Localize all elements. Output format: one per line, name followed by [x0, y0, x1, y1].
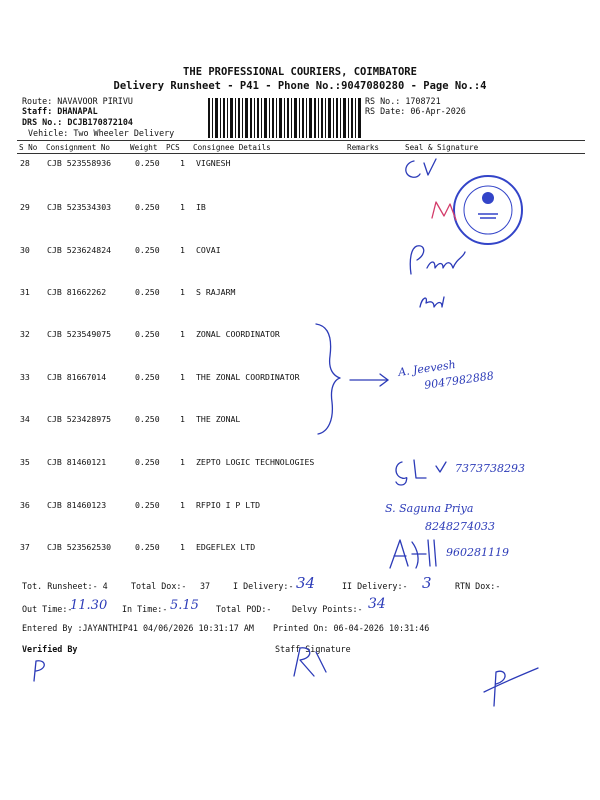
row-sno: 31: [20, 287, 30, 297]
total-dox-value: 37: [200, 581, 211, 591]
runsheet-subtitle: Delivery Runsheet - P41 - Phone No.:9047080280 - Page No.:4: [113, 80, 487, 92]
row-consignment: CJB 523534303: [47, 202, 112, 212]
printed-on: Printed On: 06-04-2026 10:31:46: [273, 623, 430, 633]
row-pcs: 1: [180, 542, 185, 552]
row-consignment: CJB 523624824: [47, 245, 112, 255]
row-sno: 37: [20, 542, 30, 552]
row-pcs: 1: [180, 245, 185, 255]
row-weight: 0.250: [135, 457, 160, 467]
staff-signature: [288, 642, 338, 682]
col-remarks: Remarks: [347, 143, 380, 152]
i-delivery-label: I Delivery:-: [233, 581, 294, 591]
vehicle: Vehicle: Two Wheeler Delivery: [28, 128, 175, 138]
row-pcs: 1: [180, 372, 185, 382]
signature-row-33-phone: 9047982888: [423, 369, 495, 392]
entered-by: Entered By :JAYANTHIP41 04/06/2026 10:31:17 AM: [22, 623, 254, 633]
signature-row-37-phone: 960281119: [446, 546, 509, 559]
row-pcs: 1: [180, 287, 185, 297]
row-weight: 0.250: [135, 158, 160, 168]
col-consignee: Consignee Details: [193, 143, 271, 152]
staff-signature-label: Staff Signature: [275, 644, 351, 654]
row-consignment: CJB 523428975: [47, 414, 112, 424]
row-consignee: THE ZONAL: [196, 414, 241, 424]
row-consignee: IB: [196, 202, 206, 212]
staff: Staff: DHANAPAL: [22, 106, 98, 116]
row-weight: 0.250: [135, 414, 160, 424]
route: Route: NAVAVOOR PIRIVU: [22, 96, 133, 106]
header-rule-bottom: [17, 153, 585, 154]
col-consignment: Consignment No: [46, 143, 111, 152]
signature-row-29: [428, 198, 478, 228]
row-consignee: S RAJARM: [196, 287, 236, 297]
row-pcs: 1: [180, 414, 185, 424]
row-consignee: ZONAL COORDINATOR: [196, 329, 280, 339]
row-sno: 28: [20, 158, 30, 168]
row-sno: 29: [20, 202, 30, 212]
arrow: [348, 368, 398, 388]
barcode: [208, 98, 363, 138]
header-rule-top: [17, 140, 585, 141]
row-weight: 0.250: [135, 542, 160, 552]
signature-row-31: [416, 291, 456, 313]
company-title: THE PROFESSIONAL COURIERS, COIMBATORE: [183, 66, 417, 78]
row-weight: 0.250: [135, 202, 160, 212]
row-pcs: 1: [180, 457, 185, 467]
row-weight: 0.250: [135, 287, 160, 297]
row-consignment: CJB 523558936: [47, 158, 112, 168]
row-sno: 35: [20, 457, 30, 467]
row-weight: 0.250: [135, 500, 160, 510]
row-weight: 0.250: [135, 245, 160, 255]
in-time-label: In Time:-: [122, 604, 168, 614]
col-pcs: PCS: [166, 143, 180, 152]
tot-runsheet: Tot. Runsheet:- 4: [22, 581, 108, 591]
row-sno: 34: [20, 414, 30, 424]
signature-row-37: [386, 536, 446, 572]
drs-number: DRS No.: DCJB170872104: [22, 117, 133, 127]
col-sno: S No: [19, 143, 38, 152]
row-consignee: COVAI: [196, 245, 221, 255]
col-seal-signature: Seal & Signature: [405, 143, 479, 152]
total-pod-label: Total POD:-: [216, 604, 272, 614]
signature-row-36-name: S. Saguna Priya: [385, 502, 474, 515]
corner-signature: [474, 662, 544, 712]
rtn-dox-label: RTN Dox:-: [455, 581, 501, 591]
rs-number: RS No.: 1708721: [365, 96, 441, 106]
row-sno: 33: [20, 372, 30, 382]
row-consignee: THE ZONAL COORDINATOR: [196, 372, 300, 382]
row-consignee: RFPIO I P LTD: [196, 500, 261, 510]
bracket-rows-32-34: [310, 320, 350, 440]
row-pcs: 1: [180, 500, 185, 510]
delvy-points-value: 34: [368, 596, 386, 612]
row-weight: 0.250: [135, 329, 160, 339]
total-dox-label: Total Dox:-: [131, 581, 187, 591]
i-delivery-value: 34: [296, 574, 316, 592]
row-consignment: CJB 81662262: [47, 287, 107, 297]
verified-signature: [26, 655, 56, 685]
ii-delivery-label: II Delivery:-: [342, 581, 408, 591]
row-consignee: ZEPTO LOGIC TECHNOLOGIES: [196, 457, 315, 467]
rs-date: RS Date: 06-Apr-2026: [365, 106, 466, 116]
signature-row-35-phone: 7373738293: [455, 462, 525, 475]
row-consignment: CJB 523562530: [47, 542, 112, 552]
row-consignment: CJB 81667014: [47, 372, 107, 382]
col-weight: Weight: [130, 143, 158, 152]
out-time-value: 11.30: [70, 598, 108, 613]
row-pcs: 1: [180, 329, 185, 339]
row-consignment: CJB 81460123: [47, 500, 107, 510]
out-time-label: Out Time:-: [22, 604, 73, 614]
row-sno: 30: [20, 245, 30, 255]
signature-row-35: [392, 456, 452, 486]
row-pcs: 1: [180, 202, 185, 212]
row-weight: 0.250: [135, 372, 160, 382]
signature-row-36-phone: 8248274033: [425, 520, 495, 533]
in-time-value: 5.15: [170, 598, 199, 613]
signature-row-30: [405, 240, 475, 280]
row-consignment: CJB 81460121: [47, 457, 107, 467]
row-consignee: EDGEFLEX LTD: [196, 542, 256, 552]
ii-delivery-value: 3: [422, 574, 432, 592]
verified-by: Verified By: [22, 644, 78, 654]
signature-row-33-name: A. Jeevesh: [397, 358, 457, 379]
row-consignment: CJB 523549075: [47, 329, 112, 339]
row-sno: 32: [20, 329, 30, 339]
delvy-points-label: Delvy Points:-: [292, 604, 363, 614]
row-consignee: VIGNESH: [196, 158, 231, 168]
row-sno: 36: [20, 500, 30, 510]
row-pcs: 1: [180, 158, 185, 168]
